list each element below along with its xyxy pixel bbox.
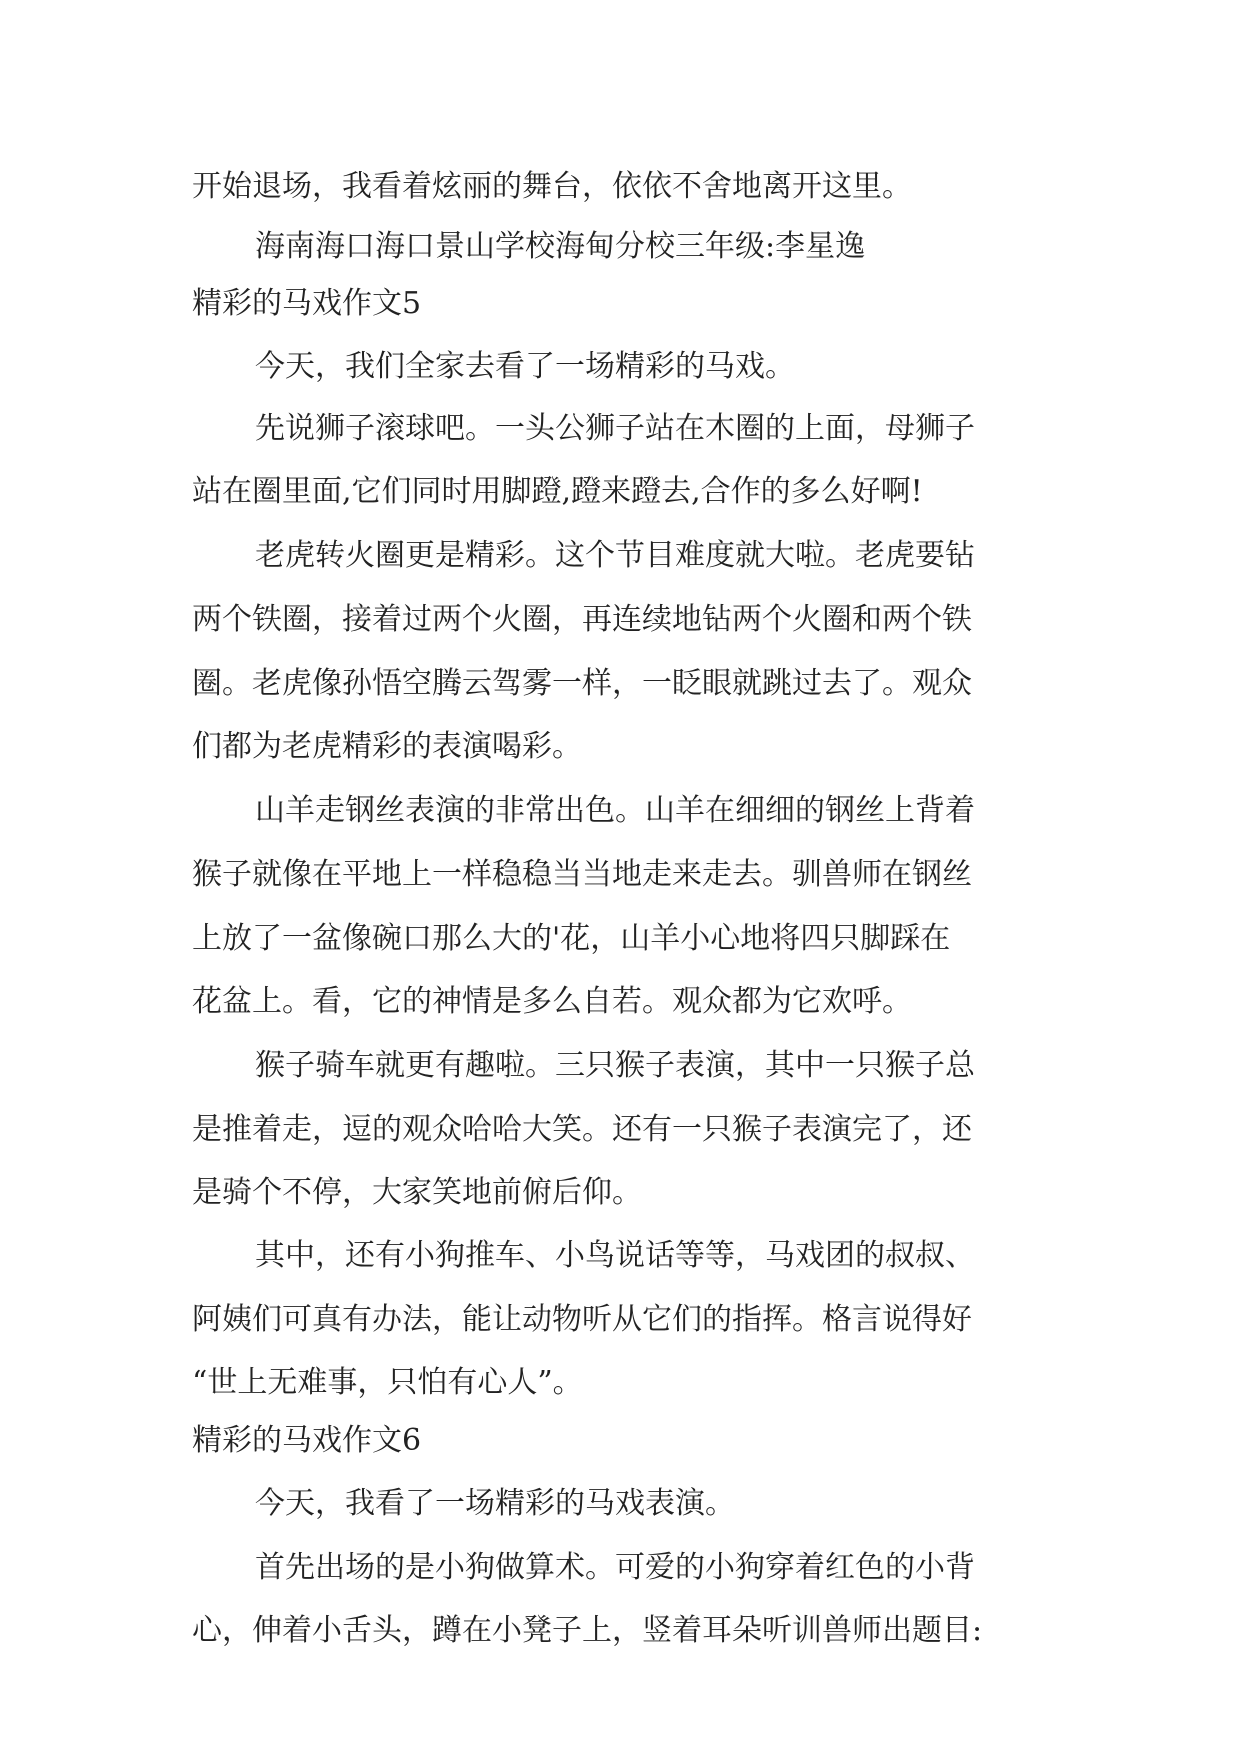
section-heading: 精彩的马戏作文5: [192, 286, 422, 321]
text-line: 猴子就像在平地上一样稳稳当当地走来走去。驯兽师在钢丝: [192, 857, 972, 892]
text-line: 两个铁圈，接着过两个火圈，再连续地钻两个火圈和两个铁: [192, 602, 972, 637]
author-line: 海南海口海口景山学校海甸分校三年级:李星逸: [255, 229, 866, 264]
text-line: 开始退场，我看着炫丽的舞台，依依不舍地离开这里。: [192, 169, 912, 204]
text-line: 花盆上。看，它的神情是多么自若。观众都为它欢呼。: [192, 984, 912, 1019]
text-line: 是骑个不停，大家笑地前俯后仰。: [192, 1175, 642, 1210]
text-line: 心，伸着小舌头，蹲在小凳子上，竖着耳朵听训兽师出题目:: [192, 1613, 983, 1648]
text-line: 阿姨们可真有办法，能让动物听从它们的指挥。格言说得好: [192, 1302, 972, 1337]
paragraph-line: 老虎转火圈更是精彩。这个节目难度就大啦。老虎要钻: [255, 538, 975, 573]
paragraph-line: 山羊走钢丝表演的非常出色。山羊在细细的钢丝上背着: [255, 793, 975, 828]
text-line: 站在圈里面,它们同时用脚蹬,蹬来蹬去,合作的多么好啊!: [192, 474, 923, 509]
text-line: “世上无难事，只怕有心人”。: [192, 1365, 583, 1400]
paragraph-line: 先说狮子滚球吧。一头公狮子站在木圈的上面，母狮子: [255, 411, 975, 446]
paragraph-line: 今天，我看了一场精彩的马戏表演。: [255, 1486, 735, 1521]
paragraph-line: 今天，我们全家去看了一场精彩的马戏。: [255, 349, 795, 384]
text-line: 们都为老虎精彩的表演喝彩。: [192, 729, 582, 764]
paragraph-line: 首先出场的是小狗做算术。可爱的小狗穿着红色的小背: [255, 1550, 975, 1585]
text-line: 是推着走，逗的观众哈哈大笑。还有一只猴子表演完了，还: [192, 1112, 972, 1147]
paragraph-line: 猴子骑车就更有趣啦。三只猴子表演，其中一只猴子总: [255, 1048, 975, 1083]
text-line: 上放了一盆像碗口那么大的'花，山羊小心地将四只脚踩在: [192, 921, 951, 956]
paragraph-line: 其中，还有小狗推车、小鸟说话等等，马戏团的叔叔、: [255, 1238, 975, 1273]
section-heading: 精彩的马戏作文6: [192, 1423, 422, 1458]
text-line: 圈。老虎像孙悟空腾云驾雾一样，一眨眼就跳过去了。观众: [192, 666, 972, 701]
